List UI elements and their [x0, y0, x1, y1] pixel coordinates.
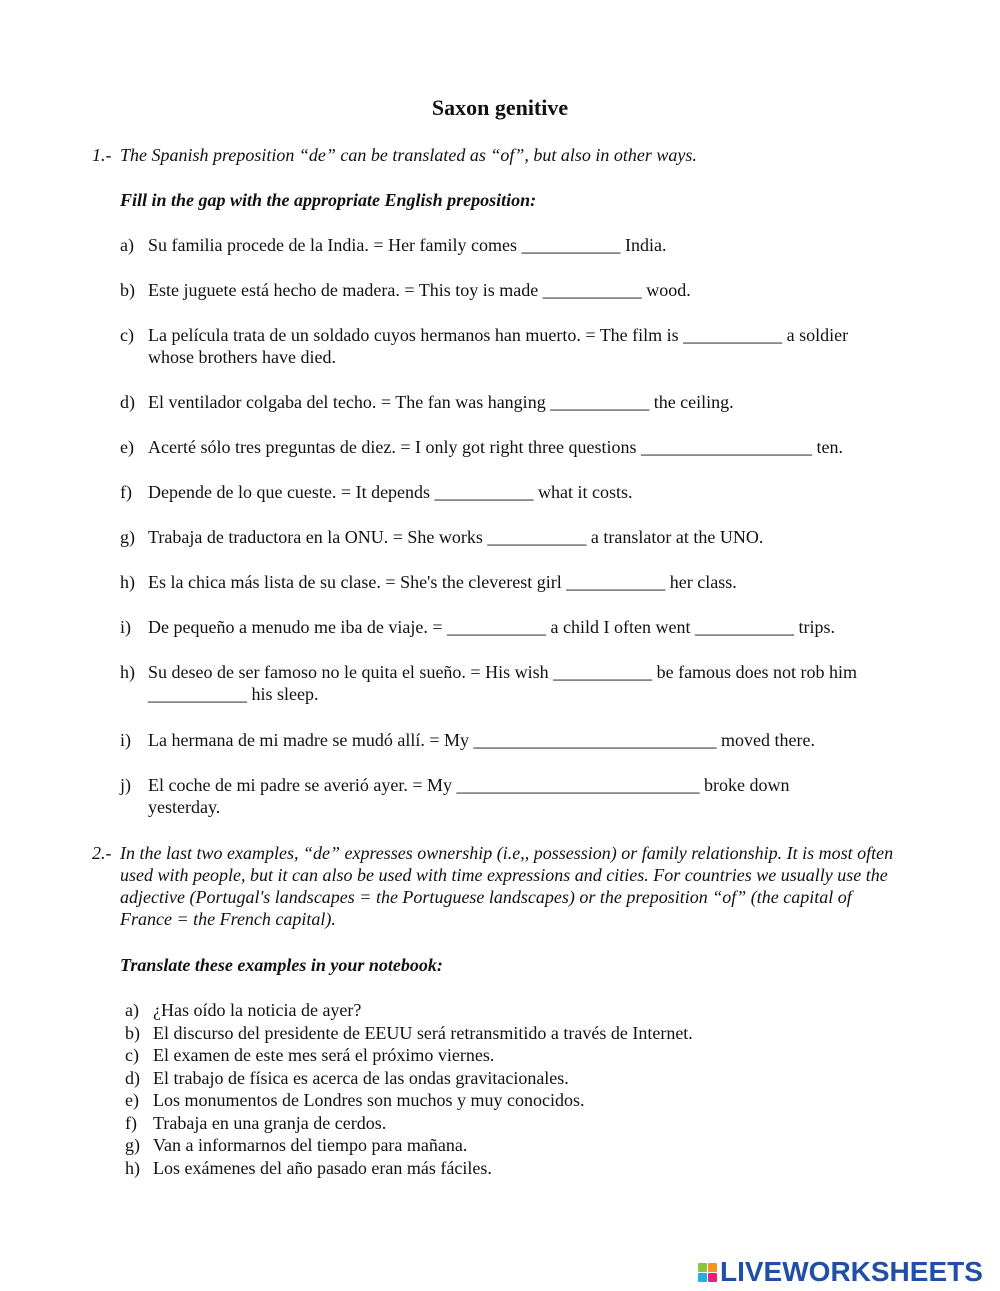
item-text: Los monumentos de Londres son muchos y muy conocidos.	[153, 1090, 585, 1110]
section-number: 2.-	[92, 843, 112, 863]
exercise-label: i)	[120, 730, 131, 750]
item-text: Los exámenes del año pasado eran más fáciles.	[153, 1157, 492, 1178]
exercise-label: j)	[120, 775, 131, 795]
exercise-text: Es la chica más lista de su clase. = She's the cleverest girl ___________ her class.	[148, 572, 737, 592]
liveworksheets-logo[interactable]	[698, 1258, 983, 1286]
item-text: El trabajo de física es acerca de las ondas gravitacionales.	[153, 1067, 569, 1088]
exercise-label: g)	[120, 527, 135, 547]
page-title: Saxon genitive	[431, 95, 569, 120]
item-label: a)	[125, 1000, 139, 1020]
logo-block	[708, 1263, 717, 1272]
exercise-text: Su deseo de ser famoso no le quita el sueño. = His wish ___________ be famous does not rob him ___________ his sleep.	[148, 662, 858, 704]
logo-block	[698, 1273, 707, 1282]
exercise-text: La hermana de mi madre se mudó allí. = My ___________________________ moved there.	[148, 730, 816, 750]
section-number: 1.-	[92, 145, 112, 165]
exercise-text: La película trata de un soldado cuyos hermanos han muerto. = The film is ___________ a soldier whose brothers have died.	[148, 325, 849, 367]
item-text: Van a informarnos del tiempo para mañana.	[153, 1135, 468, 1155]
item-text: El discurso del presidente de EEUU será retransmitido a través de Internet.	[153, 1022, 693, 1043]
exercise-label: c)	[120, 325, 134, 345]
logo-text: LIVEWORKSHEETS	[720, 1256, 983, 1287]
exercise-text: Depende de lo que cueste. = It depends ___________ what it costs.	[148, 482, 633, 502]
exercise-text: El ventilador colgaba del techo. = The fan was hanging ___________ the ceiling.	[148, 392, 734, 412]
item-label: e)	[125, 1090, 139, 1110]
exercise-label: f)	[120, 482, 132, 502]
exercise-text: Acerté sólo tres preguntas de diez. = I only got right three questions ___________________ ten.	[148, 437, 844, 457]
exercise-text: Este juguete está hecho de madera. = This toy is made ___________ wood.	[148, 280, 691, 300]
item-label: g)	[125, 1135, 140, 1155]
exercise-text: De pequeño a menudo me iba de viaje. = ___________ a child I often went ___________ trips.	[148, 617, 835, 637]
exercise-label: h)	[120, 572, 135, 592]
item-label: f)	[125, 1112, 137, 1133]
section1-instruction: Fill in the gap with the appropriate English preposition:	[120, 190, 537, 210]
item-label: d)	[125, 1067, 140, 1088]
exercise-text: Trabaja de traductora en la ONU. = She works ___________ a translator at the UNO.	[148, 527, 764, 547]
item-label: h)	[125, 1157, 140, 1178]
item-text: Trabaja en una granja de cerdos.	[153, 1112, 387, 1133]
section2-instruction: Translate these examples in your notebook:	[120, 955, 443, 975]
item-text: ¿Has oído la noticia de ayer?	[153, 1000, 362, 1020]
section-intro-text: The Spanish preposition “de” can be translated as “of”, but also in other ways.	[120, 145, 697, 165]
exercise-label: b)	[120, 280, 135, 300]
item-label: c)	[125, 1045, 139, 1065]
section-paragraph-text: In the last two examples, “de” expresses ownership (i.e,, possession) or family relationship. It is most often used with people, but it can also be used with time expressions and cities. For countries we usually use the adjective (Portugal's landscapes = the Portuguese landscapes) or the preposition “of” (the capital of France = the French capital).	[120, 843, 894, 929]
logo-block	[698, 1263, 707, 1272]
exercise-label: d)	[120, 392, 135, 412]
logo-blocks-icon	[698, 1263, 717, 1282]
exercise-text: Su familia procede de la India. = Her family comes ___________ India.	[148, 235, 667, 255]
exercise-label: a)	[120, 235, 134, 255]
item-text: El examen de este mes será el próximo viernes.	[153, 1045, 495, 1065]
item-label: b)	[125, 1022, 140, 1043]
exercise-label: e)	[120, 437, 134, 457]
exercise-label: i)	[120, 617, 131, 637]
exercise-label: h)	[120, 662, 135, 682]
exercise-text: El coche de mi padre se averió ayer. = My ___________________________ broke down yesterday.	[148, 775, 790, 817]
logo-block	[708, 1273, 717, 1282]
